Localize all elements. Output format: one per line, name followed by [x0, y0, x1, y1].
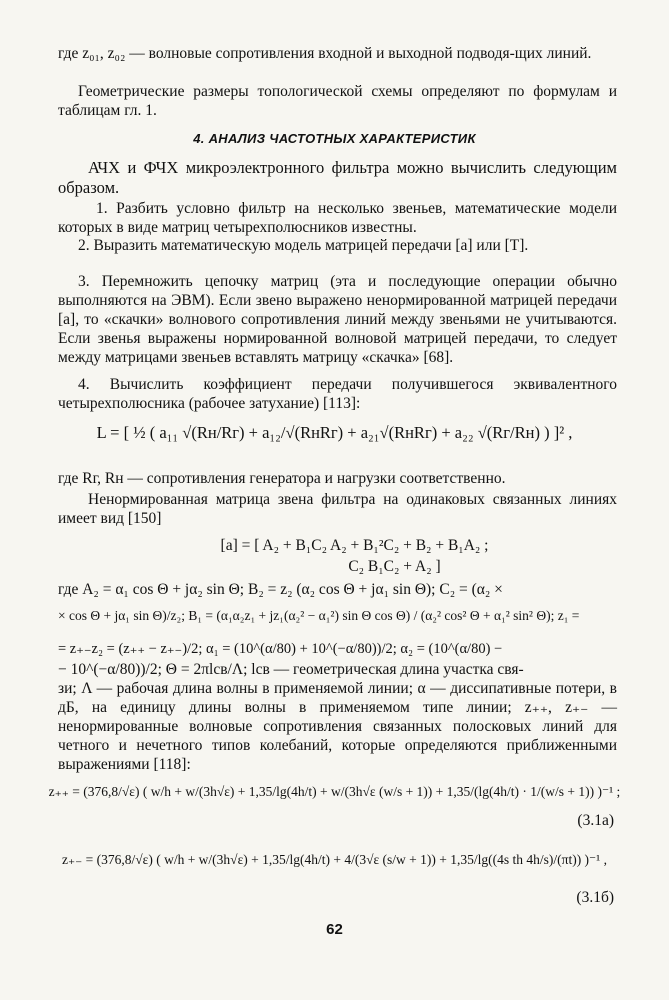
page-number: 62: [326, 921, 343, 938]
definition-line-3: = z₊₋z₂ = (z₊₊ − z₊₋)/2; α₁ = (10^(α/80) + 10^(−α/80))/2; α₂ = (10^(α/80) −: [58, 641, 503, 657]
step-2: 2. Выразить математическую модель матрицей передачи [a] или [T].: [78, 237, 529, 254]
step-1: 1. Разбить условно фильтр на несколько звеньев, математические модели которых в виде матриц четырехполюсников известны.: [58, 200, 617, 236]
formula-z-odd: z₊₋ = (376,8/√ε) ( w/h + w/(3h√ε) + 1,35/lg(4h/t) + 4/(3√ε (s/w + 1)) + 1,35/lg((4s th 4h/s)/(πt)) )⁻¹ ,: [62, 852, 607, 867]
definition-line-2: × cos Θ + jα₁ sin Θ)/z₂; B₁ = (α₁α₂z₁ + jz₁(α₂² − α₁²) sin Θ cos Θ) / (α₂² cos² Θ + α₁² sin² Θ); z₁ =: [58, 608, 580, 623]
step-4: 4. Вычислить коэффициент передачи получившегося эквивалентного четырехполюсника (рабочее затухание) [113]:: [58, 376, 617, 412]
definition-line-5: зи; Λ — рабочая длина волны в применяемой линии; α — диссипативные потери, в дБ, на единицу длины волны в применяемом типе линии; z₊₊, z₊₋ — ненормированные волновые сопротивления связанных полосковых линий для четного и нечетного типов колебаний, которые определяются приближенными выражениями [118]:: [58, 680, 617, 773]
paragraph-resistances: где Rг, Rн — сопротивления генератора и нагрузки соответственно.: [58, 470, 506, 487]
formula-transmission-coefficient: L = [ ½ ( a₁₁ √(Rн/Rг) + a₁₂/√(RнRг) + a₂₁√(RнRг) + a₂₂ √(Rг/Rн) ) ]² ,: [96, 423, 573, 442]
paragraph-geometric-sizes: Геометрические размеры топологической схемы определяют по формулам и таблицам гл. 1.: [58, 83, 617, 119]
definition-line-1: где A₂ = α₁ cos Θ + jα₂ sin Θ; B₂ = z₂ (α₂ cos Θ + jα₁ sin Θ); C₂ = (α₂ ×: [58, 581, 503, 598]
section-heading: 4. АНАЛИЗ ЧАСТОТНЫХ ХАРАКТЕРИСТИК: [193, 131, 476, 146]
matrix-row-1: [a] = [ A₂ + B₁C₂ A₂ + B₁²C₂ + B₂ + B₁A₂ ;: [220, 537, 489, 554]
matrix-row-2: C₂ B₁C₂ + A₂ ]: [348, 558, 441, 575]
paragraph-matrix-intro: Ненормированная матрица звена фильтра на одинаковых связанных линиях имеет вид [150]: [58, 491, 617, 527]
paragraph-waveguide-impedances: где z₀₁, z₀₂ — волновые сопротивления входной и выходной подводя-щих линий.: [58, 45, 592, 62]
step-3: 3. Перемножить цепочку матриц (эта и последующие операции обычно выполняются на ЭВМ). Если звено выражено ненормированной матрицей передачи [a], то «скачки» волнового сопротивления линий между звеньями не учитываются. Если звенья выражены нормированной волновой матрицей передачи, то следует между матрицами звеньев вставлять матрицу «скачка» [68].: [58, 273, 617, 366]
formula-z-even: z₊₊ = (376,8/√ε) ( w/h + w/(3h√ε) + 1,35/lg(4h/t) + w/(3h√ε (w/s + 1)) + 1,35/(lg(4h/t) · 1/(w/s + 1)) )⁻¹ ;: [48, 784, 621, 799]
equation-number-3-1a: (3.1а): [577, 812, 614, 829]
equation-number-3-1b: (3.1б): [576, 889, 614, 906]
definition-line-4: − 10^(−α/80))/2; Θ = 2πlсв/Λ; lсв — геометрическая длина участка свя-: [58, 661, 524, 678]
paragraph-intro: АЧХ и ФЧХ микроэлектронного фильтра можно вычислить следующим образом.: [58, 158, 617, 197]
